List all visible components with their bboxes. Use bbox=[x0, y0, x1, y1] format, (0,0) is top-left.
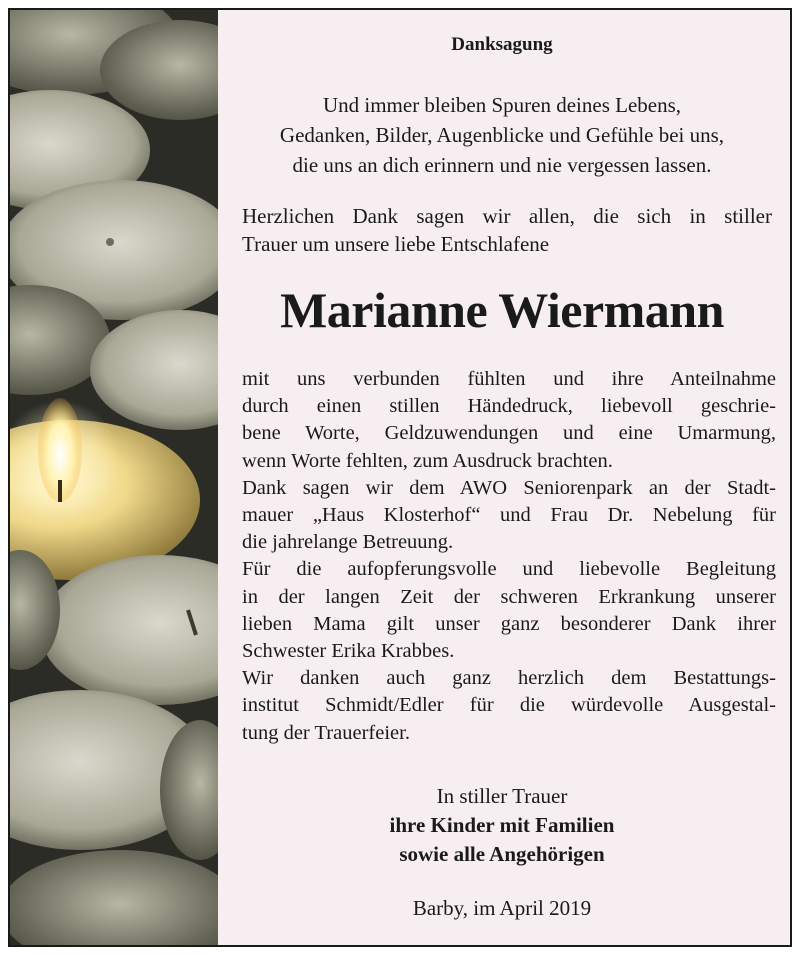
body-line: mit uns verbunden fühlten und ihre Anteilnahme bbox=[242, 368, 776, 390]
intro-paragraph bbox=[242, 202, 772, 258]
candles-illustration bbox=[10, 10, 218, 945]
body-line: in der langen Zeit der schweren Erkrankung unserer bbox=[242, 585, 776, 608]
body-line: bene Worte, Geldzuwendungen und eine Umarmung, bbox=[242, 422, 776, 445]
body-line: Wir danken auch ganz herzlich dem Bestattungs- bbox=[242, 667, 776, 690]
body-line: wenn Worte fehlten, zum Ausdruck brachten. bbox=[242, 449, 613, 472]
intro-line: Herzlichen Dank sagen wir allen, die sich in stiller bbox=[242, 204, 772, 228]
verse-line: die uns an dich erinnern und nie vergessen lassen. bbox=[292, 153, 712, 177]
body-line: lieben Mama gilt unser ganz besonderer Dank ihrer bbox=[242, 612, 776, 635]
body-line: Schwester Erika Krabbes. bbox=[242, 640, 455, 663]
notice-heading: Danksagung bbox=[451, 34, 553, 55]
thanks-paragraph bbox=[242, 366, 776, 747]
body-line: die jahrelange Betreuung. bbox=[242, 531, 454, 554]
body-line: Für die aufopferungsvolle und liebevolle Begleitung bbox=[242, 558, 776, 581]
body-line: durch einen stillen Händedruck, liebevoll geschrie- bbox=[242, 395, 776, 418]
closing-line: In stiller Trauer bbox=[436, 784, 568, 808]
mourners-line: sowie alle Angehörigen bbox=[399, 842, 605, 866]
verse-line: Gedanken, Bilder, Augenblicke und Gefühle bei uns, bbox=[279, 123, 725, 147]
deceased-name: Marianne Wiermann bbox=[280, 282, 724, 338]
intro-line: Trauer um unsere liebe Entschlafene bbox=[242, 232, 550, 256]
mourners-line: ihre Kinder mit Familien bbox=[389, 813, 615, 837]
body-line: institut Schmidt/Edler für die würdevolle Ausgestal- bbox=[242, 694, 776, 717]
body-line: mauer „Haus Klosterhof“ und Frau Dr. Nebelung für bbox=[242, 504, 776, 527]
body-line: tung der Trauerfeier. bbox=[242, 721, 410, 744]
obituary-notice bbox=[8, 8, 792, 947]
notice-text bbox=[232, 10, 776, 945]
place-date: Barby, im April 2019 bbox=[412, 896, 592, 920]
candles-photo bbox=[10, 10, 218, 945]
body-line: Dank sagen wir dem AWO Seniorenpark an der Stadt- bbox=[242, 476, 776, 499]
signature-block bbox=[232, 782, 772, 869]
memorial-verse bbox=[232, 90, 772, 180]
verse-line: Und immer bleiben Spuren deines Lebens, bbox=[322, 93, 682, 117]
